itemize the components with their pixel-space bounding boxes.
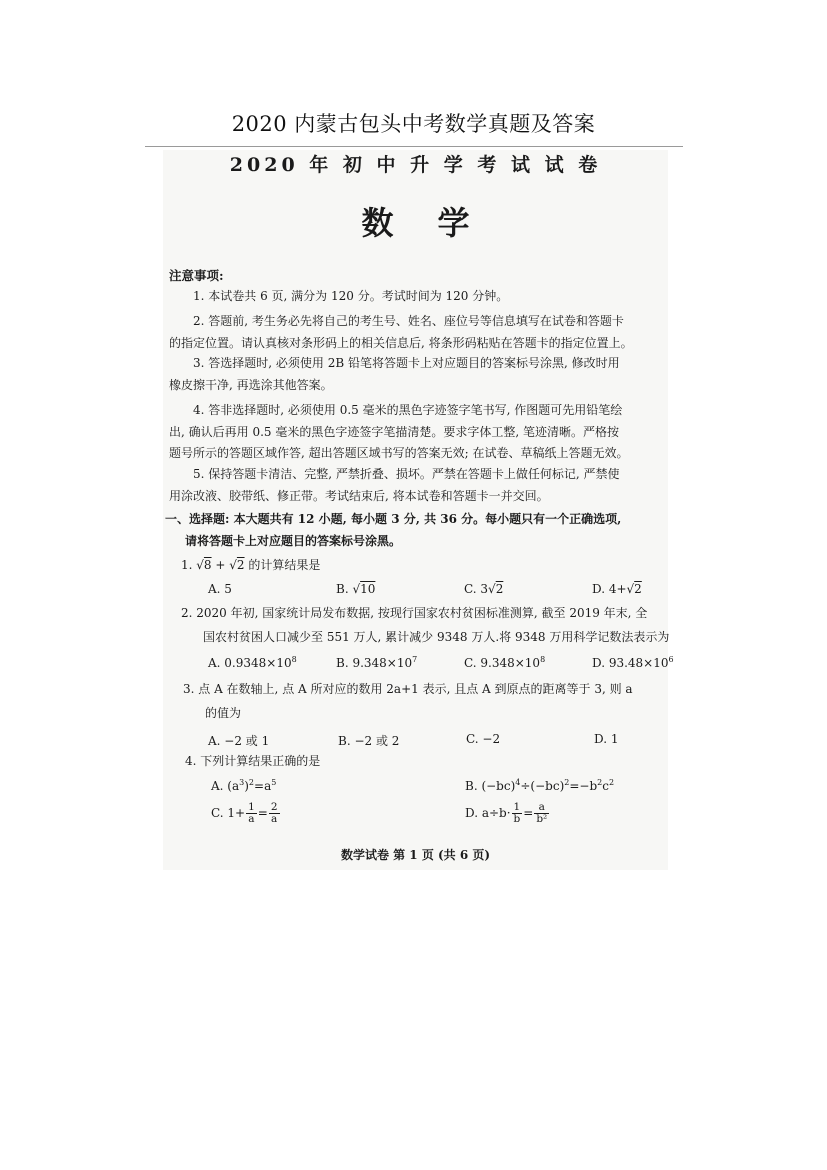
question-2-options — [208, 655, 674, 673]
option-d: D. a÷b· $\frac{1}{b}$ = $\frac{a}{\text{b²}}$ — [465, 801, 548, 825]
subject-title: 数学 — [361, 204, 514, 242]
section-instruction: 请将答题卡上对应题目的答案标号涂黑。 — [185, 534, 402, 548]
note-line: 题号所示的答题区域作答, 超出答题区域书写的答案无效; 在试卷、草稿纸上答题无效。 — [169, 446, 629, 460]
title-divider — [145, 146, 683, 147]
option-c: C. $9.348\times 10^8$ — [464, 655, 546, 670]
note-line: 用涂改液、胶带纸、修正带。考试结束后, 将本试卷和答题卡一并交回。 — [169, 489, 549, 503]
question-2-line: 2. 2020 年初, 国家统计局发布数据, 按现行国家农村贫困标准测算, 截至 2019 年末, 全 — [181, 606, 648, 620]
option-d: D. $93.48\times 10^6$ — [592, 655, 674, 670]
question-1: 1. √8 + √2 的计算结果是 — [181, 558, 321, 572]
notes-heading: 注意事项: — [169, 268, 224, 283]
note-line: 4. 答非选择题时, 必须使用 0.5 毫米的黑色字迹签字笔书写, 作图题可先用铅笔绘 — [193, 403, 623, 417]
page-footer: 数学试卷 第 1 页 (共 6 页) — [340, 848, 491, 862]
note-line: 出, 确认后再用 0.5 毫米的黑色字迹签字笔描清楚。要求字体工整, 笔迹清晰。严格按 — [169, 425, 619, 439]
option-d: D. 4+√2 — [592, 582, 642, 596]
section-heading: 一、选择题: 本大题共有 12 小题, 每小题 3 分, 共 36 分。每小题只有一个正确选项, — [165, 512, 622, 526]
note-line: 1. 本试卷共 6 页, 满分为 120 分。考试时间为 120 分钟。 — [193, 289, 509, 303]
note-line: 5. 保持答题卡清洁、完整, 严禁折叠、损坏。严禁在答题卡上做任何标记, 严禁使 — [193, 467, 620, 481]
option-b: B. √10 — [336, 582, 376, 596]
option-b: B. $(-bc)^4\div(-bc)^2=-b^2c^2$ — [465, 778, 615, 793]
question-4-options-row2 — [211, 802, 671, 832]
note-line: 橡皮擦干净, 再选涂其他答案。 — [169, 378, 333, 392]
question-3-line: 的值为 — [205, 706, 242, 720]
option-c: C. 1+ $\frac{1}{a}$ = $\frac{2}{a}$ — [211, 801, 278, 825]
scanned-exam-page — [163, 150, 674, 870]
question-4-options-row1 — [211, 778, 671, 796]
option-a: A. −2 或 1 — [208, 734, 270, 748]
document-title: 2020 内蒙古包头中考数学真题及答案 — [231, 112, 596, 136]
option-c: C. −2 — [466, 732, 501, 746]
option-b: B. $9.348\times 10^7$ — [336, 655, 418, 670]
question-3-options — [208, 732, 668, 750]
question-3-line: 3. 点 A 在数轴上, 点 A 所对应的数用 2a+1 表示, 且点 A 到原点的距离等于 3, 则 a — [183, 682, 633, 696]
question-2-line: 国农村贫困人口减少至 551 万人, 累计减少 9348 万人.将 9348 万用科学记数法表示为 — [203, 630, 670, 644]
note-line: 的指定位置。请认真核对条形码上的相关信息后, 将条形码粘贴在答题卡的指定位置上。 — [169, 336, 633, 350]
option-a: A. $(a^3)^2=a^5$ — [211, 778, 277, 793]
option-d: D. 1 — [594, 732, 619, 746]
exam-title: 2020 年 初 中 升 学 考 试 试 卷 — [229, 154, 602, 176]
radicand: 8 — [203, 558, 212, 572]
option-b: B. −2 或 2 — [338, 734, 400, 748]
question-4-stem: 4. 下列计算结果正确的是 — [185, 754, 321, 768]
option-c: C. 3√2 — [464, 582, 504, 596]
note-line: 2. 答题前, 考生务必先将自己的考生号、姓名、座位号等信息填写在试卷和答题卡 — [193, 314, 624, 328]
option-a: A. $0.9348\times 10^8$ — [208, 655, 297, 670]
question-number: 1. — [181, 558, 193, 572]
note-line: 3. 答选择题时, 必须使用 2B 铅笔将答题卡上对应题目的答案标号涂黑, 修改时用 — [193, 356, 620, 370]
question-1-options — [208, 582, 668, 600]
option-a: A. 5 — [208, 582, 232, 596]
question-text: 的计算结果是 — [248, 558, 321, 572]
radicand: 2 — [236, 558, 245, 572]
